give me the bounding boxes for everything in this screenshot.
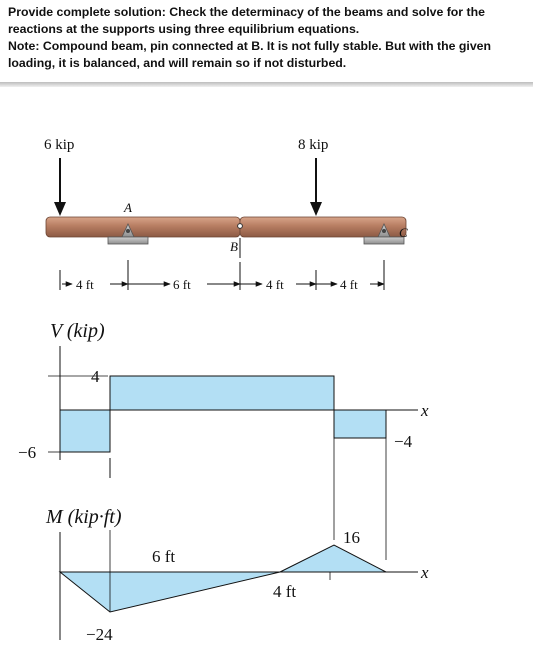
problem-line-2: reactions at the supports using three equilibrium equations. xyxy=(8,22,360,36)
moment-label-4ft: 4 ft xyxy=(273,582,297,601)
moment-label-6ft: 6 ft xyxy=(152,547,176,566)
shear-x-label: x xyxy=(421,401,429,420)
shear-value-neg6: −6 xyxy=(18,443,37,462)
moment-axis-label: M (kip·ft) xyxy=(46,506,122,528)
dim-2: 6 ft xyxy=(173,277,191,292)
dim-3: 4 ft xyxy=(266,277,284,292)
shear-area-neg-right xyxy=(334,410,386,438)
problem-line-4: loading, it is balanced, and will remain so if not disturbed. xyxy=(8,56,347,70)
problem-line-1: Provide complete solution: Check the determinacy of the beams and solve for the xyxy=(8,5,485,19)
moment-x-label: x xyxy=(421,563,429,582)
shear-value-4: 4 xyxy=(91,367,100,386)
load-8kip xyxy=(310,158,322,216)
pin-b-icon xyxy=(238,224,243,229)
support-a-label: A xyxy=(124,200,132,215)
dimension-line xyxy=(60,260,384,290)
moment-value-neg24: −24 xyxy=(86,625,113,644)
load-8kip-label: 8 kip xyxy=(298,137,329,153)
dim-4: 4 ft xyxy=(340,277,358,292)
beam-segment-left xyxy=(46,217,240,237)
load-6kip xyxy=(54,158,66,216)
pin-b-label: B xyxy=(230,239,238,254)
shear-area-neg-left xyxy=(60,410,110,452)
moment-value-16: 16 xyxy=(343,528,360,547)
moment-area-pos xyxy=(280,545,386,572)
problem-line-3: Note: Compound beam, pin connected at B. It is not fully stable. But with the given xyxy=(8,39,492,53)
moment-area-neg xyxy=(60,572,280,612)
support-c-label: C xyxy=(399,225,408,240)
shear-value-neg4: −4 xyxy=(394,432,413,451)
shear-axis-label: V (kip) xyxy=(50,320,105,342)
load-6kip-label: 6 kip xyxy=(44,137,75,153)
shear-area-pos xyxy=(110,376,334,410)
dim-1: 4 ft xyxy=(76,277,94,292)
